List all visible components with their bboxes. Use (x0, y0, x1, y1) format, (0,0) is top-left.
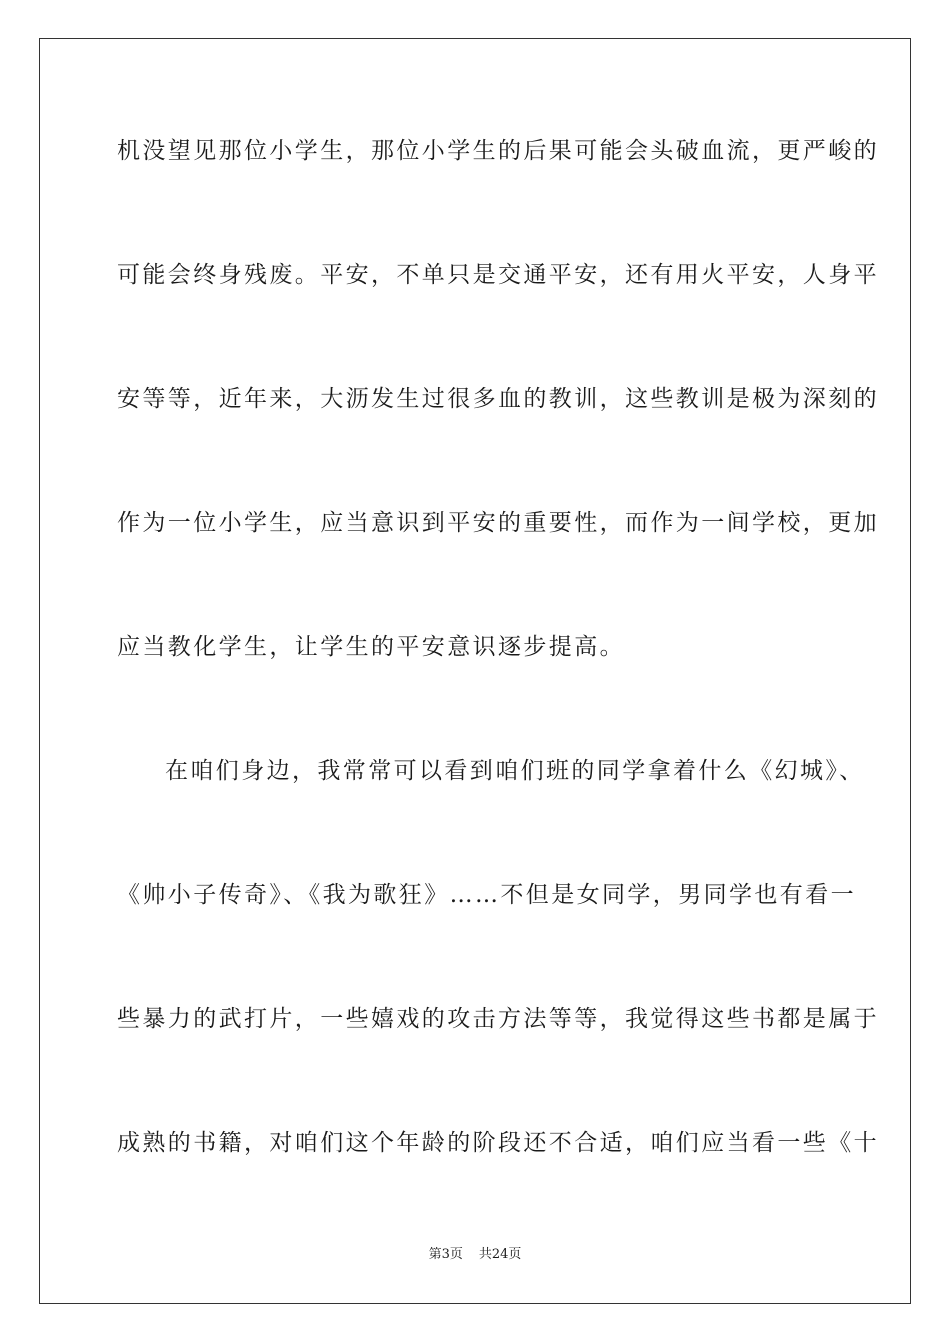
page-number: 第3页 (428, 1247, 463, 1262)
page-border (39, 38, 911, 1304)
text-line-7: 《帅小子传奇》、《我为歌狂》……不但是女同学，男同学也有看一 (117, 882, 856, 908)
text-line-9: 成熟的书籍，对咱们这个年龄的阶段还不合适，咱们应当看一些《十 (117, 1130, 879, 1156)
text-line-2: 可能会终身残废。平安，不单只是交通平安，还有用火平安，人身平 (117, 262, 879, 288)
text-line-6: 在咱们身边，我常常可以看到咱们班的同学拿着什么《幻城》、 (165, 758, 865, 784)
text-line-8: 些暴力的武打片，一些嬉戏的攻击方法等等，我觉得这些书都是属于 (117, 1006, 879, 1032)
text-line-1: 机没望见那位小学生，那位小学生的后果可能会头破血流，更严峻的 (117, 138, 879, 164)
page-total: 共24页 (478, 1247, 522, 1262)
text-line-4: 作为一位小学生，应当意识到平安的重要性，而作为一间学校，更加 (117, 510, 879, 536)
page-footer (0, 1245, 950, 1265)
text-line-3: 安等等，近年来，大沥发生过很多血的教训，这些教训是极为深刻的 (117, 386, 879, 412)
text-line-5: 应当教化学生，让学生的平安意识逐步提高。 (117, 634, 625, 660)
